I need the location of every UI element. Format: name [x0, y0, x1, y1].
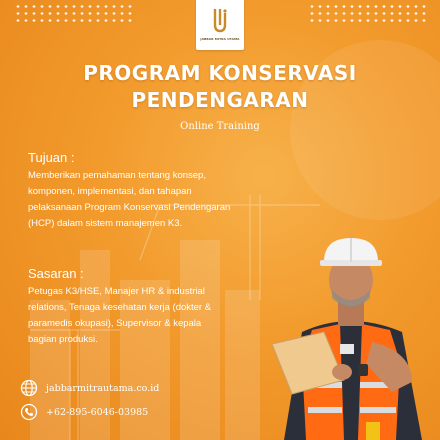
sasaran-text: [28, 284, 268, 348]
website-contact[interactable]: [20, 379, 159, 397]
sasaran-line: relations, Tenaga kesehatan kerja (dokter &: [28, 302, 212, 313]
dot-pattern-left: [14, 3, 134, 25]
globe-icon: [20, 379, 38, 397]
phone-text: +62-895-6046-03985: [46, 406, 149, 418]
sasaran-line: bagian produksi.: [28, 334, 98, 345]
sasaran-line: paramedis okupasi), Supervisor & kepala: [28, 318, 202, 329]
tujuan-text: [28, 168, 288, 232]
subtitle: Online Training: [180, 121, 260, 132]
worker-illustration: [262, 232, 440, 440]
jmu-logo-icon: [208, 7, 232, 35]
tujuan-line: (HCP) dalam sistem manajemen K3.: [28, 218, 183, 229]
company-logo: [196, 0, 244, 50]
website-text: jabbarmitrautama.co.id: [46, 382, 160, 394]
sasaran-line: Petugas K3/HSE, Manajer HR & industrial: [28, 286, 205, 297]
title-line-2: PENDENGARAN: [131, 88, 309, 112]
tujuan-line: Memberikan pemahaman tentang konsep,: [28, 170, 206, 181]
phone-contact[interactable]: [20, 403, 148, 421]
dot-pattern-right: [308, 3, 428, 25]
title-line-1: PROGRAM KONSERVASI: [83, 61, 357, 85]
tujuan-line: pelaksanaan Program Konservasi Pendengaran: [28, 202, 231, 213]
sasaran-heading: Sasaran :: [28, 266, 84, 281]
phone-icon: [20, 403, 38, 421]
logo-text: JABBAR MITRA UTAMA: [200, 37, 240, 41]
tujuan-heading: Tujuan :: [28, 150, 75, 165]
tujuan-line: komponen, implementasi, dan tahapan: [28, 186, 192, 197]
